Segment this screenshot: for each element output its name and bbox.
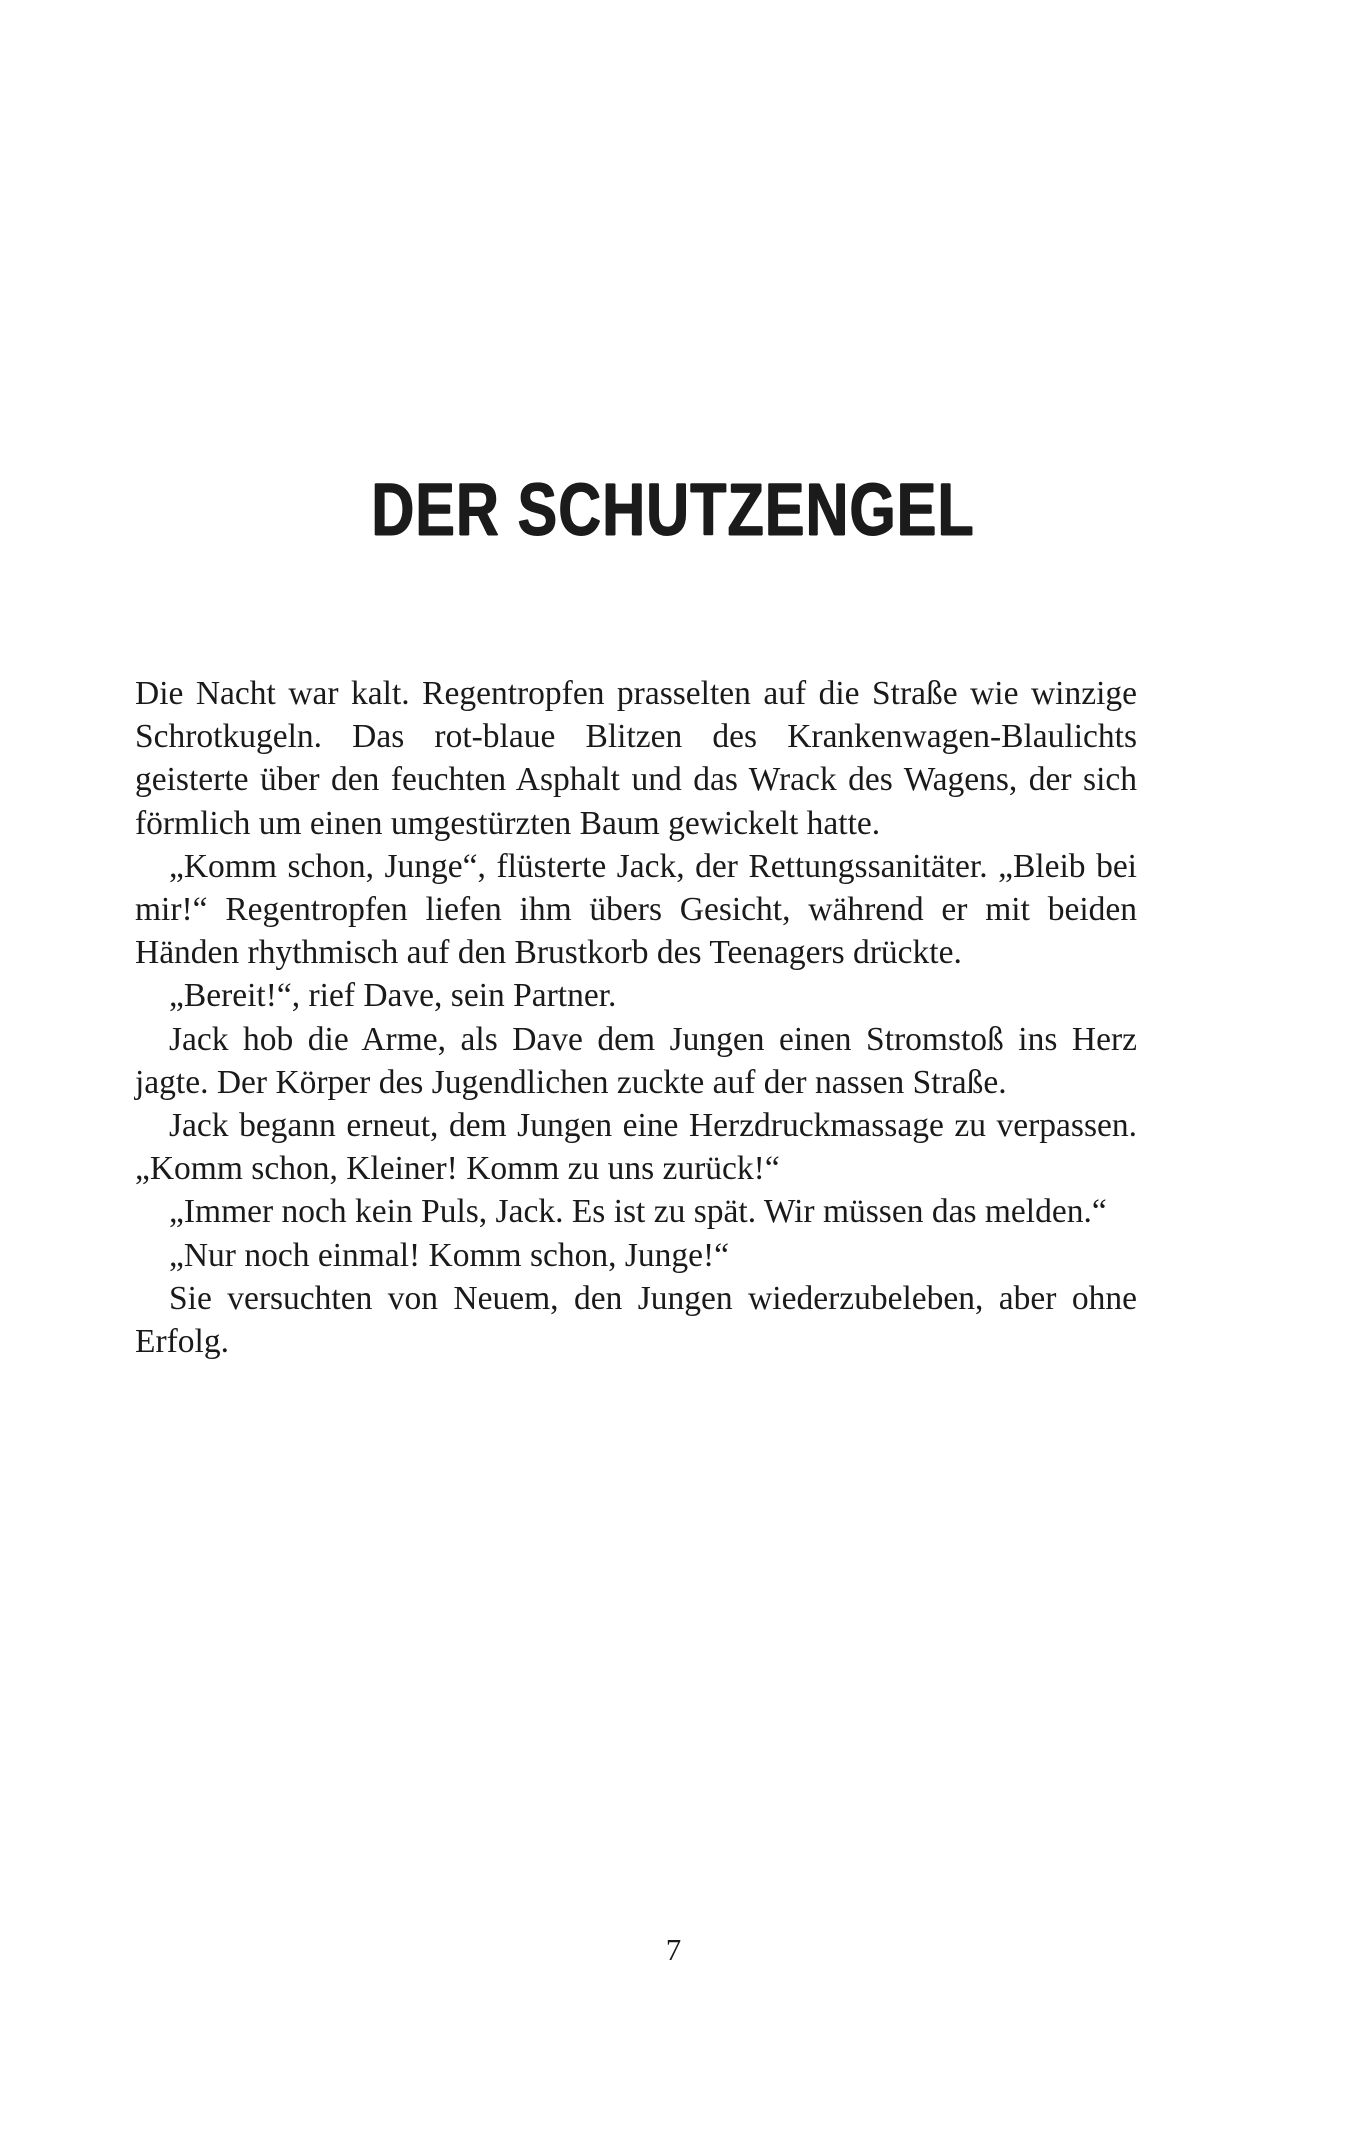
paragraph: Die Nacht war kalt. Regentropfen prasselten auf die Straße wie winzige Schrotkugeln. Das rot-blaue Blitzen des Krankenwagen-Blaulichts geisterte über den feuchten Asphalt und das Wrack des Wagens, der sich förmlich um einen umgestürzten Baum gewickelt hatte. (135, 675, 1137, 842)
paragraph: „Nur noch einmal! Komm schon, Junge!“ (169, 1236, 730, 1274)
paragraph: „Komm schon, Junge“, flüsterte Jack, der Rettungssanitäter. „Bleib bei mir!“ Regentropfen liefen ihm übers Gesicht, während er mit beiden Händen rhythmisch auf den Brustkorb des Teenagers drückte. (135, 847, 1137, 972)
page-title: DER SCHUTZENGEL (371, 467, 976, 551)
paragraph: Sie versuchten von Neuem, den Jungen wiederzubeleben, aber ohne Erfolg. (135, 1279, 1137, 1361)
chapter-title-container (0, 425, 1347, 594)
paragraph: Jack begann erneut, dem Jungen eine Herzdruckmassage zu verpassen. „Komm schon, Kleiner! Komm zu uns zurück!“ (135, 1107, 1137, 1188)
paragraph: Jack hob die Arme, als Dave dem Jungen einen Stromstoß ins Herz jagte. Der Körper des Jugendlichen zuckte auf der nassen Straße. (135, 1020, 1137, 1101)
page-number: 7 (665, 1932, 682, 1967)
body-text-column (135, 672, 1137, 1363)
paragraph: „Immer noch kein Puls, Jack. Es ist zu spät. Wir müssen das melden.“ (169, 1193, 1107, 1231)
paragraph: „Bereit!“, rief Dave, sein Partner. (169, 977, 617, 1015)
